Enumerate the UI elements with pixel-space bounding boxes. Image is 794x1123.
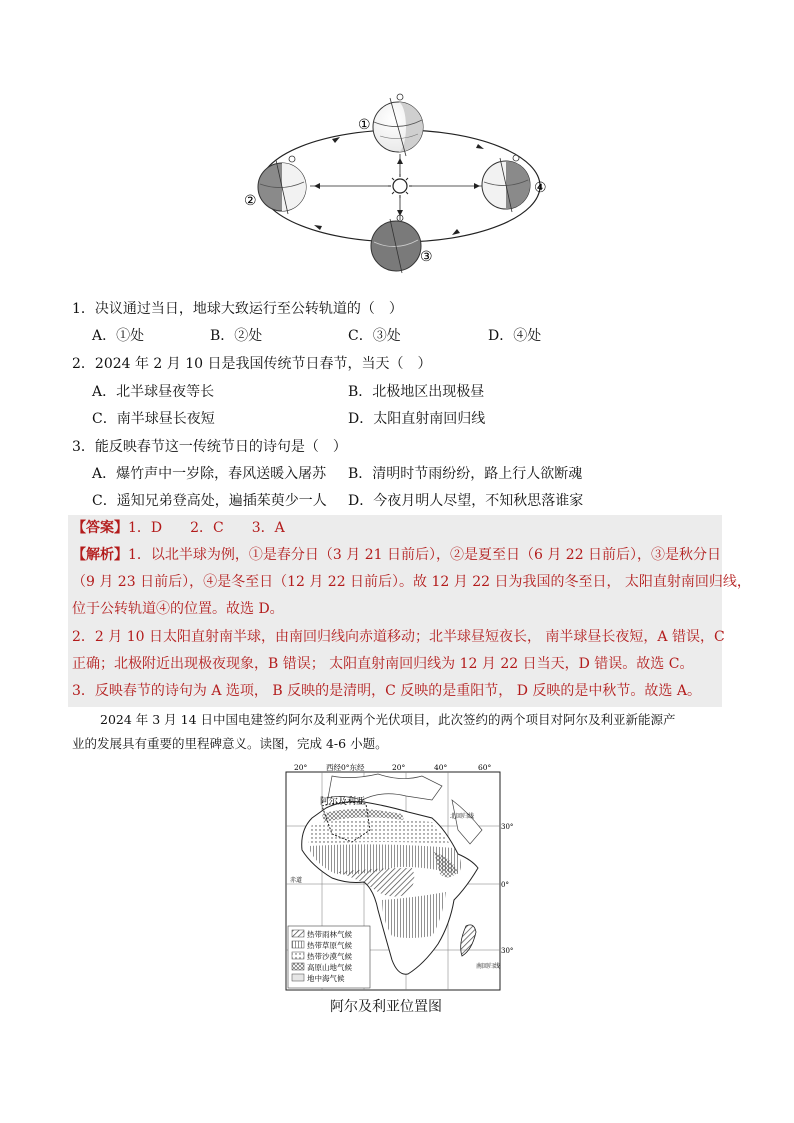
earth-position-2 [258,156,306,214]
earth-position-4 [482,155,530,212]
question-2-option-b: B．北极地区出现极昼 [348,384,485,400]
map-caption: 阿尔及利亚位置图 [330,999,442,1015]
answer-line [72,517,285,539]
map-lat-label-3: 30° [501,947,514,955]
question-3-option-c: C．遥知兄弟登高处，遍插茱萸少一人 [92,493,327,509]
intro-line-2: 业的发展具有重要的里程碑意义。读图，完成 4-6 小题。 [72,736,388,751]
map-lon-label-4: 40° [434,763,448,772]
map-lat-label-2: 0° [501,881,509,889]
map-lon-label-2: 西经0°东经 [326,763,365,772]
map-equator-label: 赤道 [290,877,303,884]
analysis-text-1: 1．以北半球为例，①是春分日（3 月 21 日前后），②是夏至日（6 月 22 日前后），③是秋分日 [128,547,722,563]
question-2-option-d: D．太阳直射南回归线 [348,411,486,427]
question-3-option-d: D．今夜月明人尽望，不知秋思落谁家 [348,493,584,509]
legend-item-3: 热带沙漠气候 [307,952,352,961]
question-2-option-a: A．北半球昼夜等长 [92,384,215,400]
question-3-stem: 3．能反映春节这一传统节日的诗句是（ ） [72,439,347,455]
orbit-label-4: ④ [534,180,547,196]
earth-position-3 [371,215,421,273]
question-1-option-d: D．④处 [488,328,542,344]
question-1-stem: 1．决议通过当日，地球大致运行至公转轨道的（ ） [72,301,403,317]
map-lon-label-1: 20° [294,763,308,772]
answer-text: 1．D 2．C 3．A [128,520,285,536]
map-lon-label-5: 60° [478,763,492,772]
question-1-option-b: B．②处 [210,328,263,344]
orbit-label-2: ② [244,193,257,209]
analysis-line-6: 3．反映春节的诗句为 A 选项， B 反映的是清明，C 反映的是重阳节， D 反映的是中秋节。故选 A。 [72,683,701,699]
question-2-option-c: C．南半球昼长夜短 [92,411,215,427]
question-1-option-a: A．①处 [92,328,145,344]
map-lon-label-3: 20° [392,763,406,772]
earth-position-1 [373,94,423,156]
analysis-line-1 [72,544,721,566]
intro-line-1: 2024 年 3 月 14 日中国电建签约阿尔及利亚两个光伏项目，此次签约的两个项目对阿尔及利亚新能源产 [100,712,676,727]
question-3-option-a: A．爆竹声中一岁除，春风送暖入屠苏 [92,466,327,482]
legend-item-1: 热带雨林气候 [307,930,352,939]
orbit-label-3: ③ [420,249,433,265]
analysis-line-3: 位于公转轨道④的位置。故选 D。 [72,601,284,617]
question-1-option-c: C．③处 [348,328,401,344]
analysis-line-5: 正确；北极附近出现极夜现象，B 错误； 太阳直射南回归线为 12 月 22 日当天，D 错误。故选 C。 [72,656,694,672]
analysis-label: 【解析】 [72,547,128,563]
sun-icon [388,174,412,198]
map-tropic-cancer-label: 北回归线 [450,813,475,820]
map-country-label: 阿尔及利亚 [320,797,366,807]
question-2-stem: 2．2024 年 2 月 10 日是我国传统节日春节，当天（ ） [72,356,432,372]
legend-item-4: 高原山地气候 [307,963,352,972]
analysis-line-2: （9 月 23 日前后），④是冬至日（12 月 22 日前后）。故 12 月 22 日为我国的冬至日， 太阳直射南回归线， [72,574,751,590]
africa-climate-map [282,760,514,994]
legend-item-2: 热带草原气候 [307,941,352,950]
map-tropic-capricorn-label: 南回归线 [476,963,501,970]
answer-label: 【答案】 [72,520,128,536]
legend-item-5: 地中海气候 [307,974,345,983]
earth-orbit-diagram [240,92,560,278]
analysis-line-4: 2．2 月 10 日太阳直射南半球，由南回归线向赤道移动；北半球昼短夜长， 南半球昼长夜短，A 错误，C [72,629,725,645]
orbit-label-1: ① [358,117,371,133]
map-lat-label-1: 30° [501,823,514,831]
question-3-option-b: B．清明时节雨纷纷，路上行人欲断魂 [348,466,583,482]
